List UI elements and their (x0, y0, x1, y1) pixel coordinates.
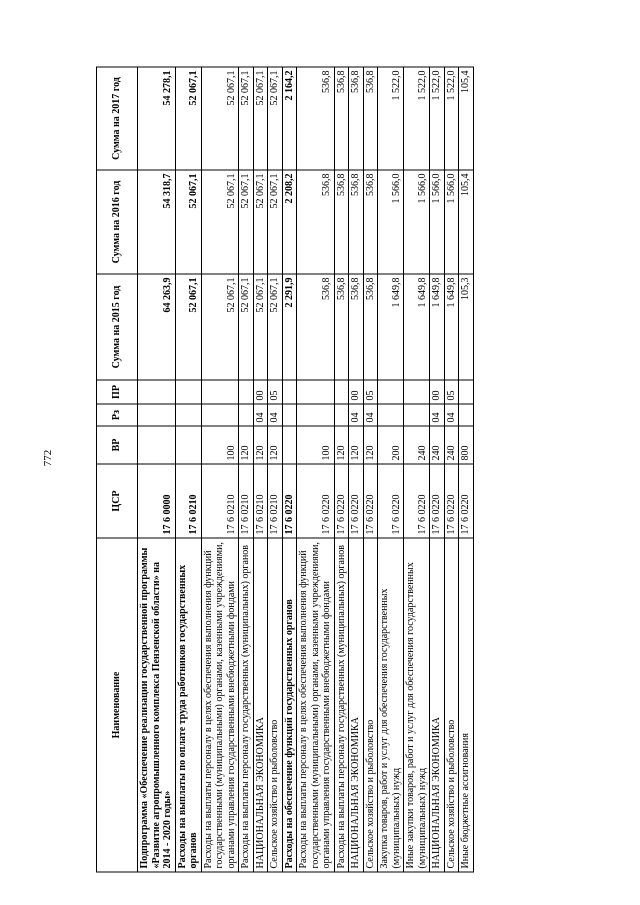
vr-cell: 120 (363, 426, 378, 464)
amount-2016-cell: 536,8 (363, 170, 378, 274)
amount-2017-cell: 54 278,1 (138, 67, 176, 170)
name-cell: Подпрограмма «Обеспечение реализации государственной программы «Развитие агропромышленного комплекса Пензенской области» на 2014 - 2020 годы» (138, 538, 176, 872)
column-header: Сумма на 2017 год (97, 67, 138, 170)
table-row (175, 67, 201, 872)
amount-2015-cell: 536,8 (297, 274, 335, 380)
pr-cell (378, 380, 404, 404)
rz-cell (297, 404, 335, 426)
table-body (138, 67, 474, 872)
pr-cell: 00 (430, 380, 445, 404)
vr-cell: 240 (444, 426, 459, 464)
amount-2015-cell: 52 067,1 (268, 274, 283, 380)
amount-2015-cell: 536,8 (363, 274, 378, 380)
amount-2015-cell: 536,8 (334, 274, 349, 380)
amount-2015-cell: 52 067,1 (201, 274, 239, 380)
table-row (378, 67, 404, 872)
amount-2016-cell: 52 067,1 (239, 170, 254, 274)
csr-cell: 17 6 0220 (430, 464, 445, 538)
amount-2017-cell: 2 164,2 (282, 67, 297, 170)
rz-cell (282, 404, 297, 426)
amount-2017-cell: 536,8 (363, 67, 378, 170)
name-cell: Расходы на обеспечение функций государственных органов (282, 538, 297, 872)
rotated-page-content (96, 68, 576, 873)
amount-2015-cell: 52 067,1 (175, 274, 201, 380)
column-header: ВР (97, 426, 138, 464)
csr-cell: 17 6 0210 (253, 464, 268, 538)
budget-table (96, 67, 474, 873)
pr-cell (239, 380, 254, 404)
amount-2017-cell: 105,4 (459, 67, 474, 170)
rz-cell (138, 404, 176, 426)
amount-2016-cell: 52 067,1 (268, 170, 283, 274)
rz-cell: 04 (444, 404, 459, 426)
amount-2016-cell: 1 566,0 (430, 170, 445, 274)
amount-2017-cell: 1 522,0 (378, 67, 404, 170)
amount-2015-cell: 52 067,1 (253, 274, 268, 380)
csr-cell: 17 6 0220 (459, 464, 474, 538)
rz-cell (404, 404, 430, 426)
name-cell: Расходы на выплаты персоналу государственных (муниципальных) органов (239, 538, 254, 872)
pr-cell: 05 (363, 380, 378, 404)
table-row (138, 67, 176, 872)
csr-cell: 17 6 0000 (138, 464, 176, 538)
amount-2015-cell: 64 263,9 (138, 274, 176, 380)
amount-2016-cell: 105,4 (459, 170, 474, 274)
table-row (363, 67, 378, 872)
amount-2017-cell: 1 522,0 (404, 67, 430, 170)
vr-cell: 120 (253, 426, 268, 464)
amount-2017-cell: 52 067,1 (239, 67, 254, 170)
amount-2017-cell: 52 067,1 (201, 67, 239, 170)
name-cell: Иные бюджетные ассигнования (459, 538, 474, 872)
pr-cell (175, 380, 201, 404)
amount-2015-cell: 105,3 (459, 274, 474, 380)
amount-2017-cell: 1 522,0 (430, 67, 445, 170)
amount-2016-cell: 1 566,0 (378, 170, 404, 274)
page-number: 772 (42, 449, 54, 467)
csr-cell: 17 6 0220 (363, 464, 378, 538)
amount-2017-cell: 52 067,1 (253, 67, 268, 170)
rz-cell (378, 404, 404, 426)
table-row (334, 67, 349, 872)
vr-cell: 120 (334, 426, 349, 464)
rz-cell: 04 (253, 404, 268, 426)
rz-cell: 04 (430, 404, 445, 426)
csr-cell: 17 6 0210 (239, 464, 254, 538)
amount-2017-cell: 536,8 (334, 67, 349, 170)
name-cell: Расходы на выплаты персоналу в целях обеспечения выполнения функций государственными (муниципальными) органами, казенными учреждениями, органами управления государственными внебюджетными фондами (201, 538, 239, 872)
vr-cell (282, 426, 297, 464)
rz-cell (201, 404, 239, 426)
column-header: Сумма на 2015 год (97, 274, 138, 380)
amount-2016-cell: 536,8 (297, 170, 335, 274)
column-header: ПР (97, 380, 138, 404)
amount-2016-cell: 2 208,2 (282, 170, 297, 274)
amount-2016-cell: 536,8 (334, 170, 349, 274)
rz-cell (175, 404, 201, 426)
amount-2016-cell: 1 566,0 (444, 170, 459, 274)
pr-cell: 00 (349, 380, 364, 404)
amount-2017-cell: 52 067,1 (268, 67, 283, 170)
csr-cell: 17 6 0220 (444, 464, 459, 538)
table-row (430, 67, 445, 872)
table-row (459, 67, 474, 872)
table-row (253, 67, 268, 872)
vr-cell: 240 (430, 426, 445, 464)
table-header-row (97, 67, 138, 872)
amount-2016-cell: 52 067,1 (253, 170, 268, 274)
table-row (239, 67, 254, 872)
pr-cell (201, 380, 239, 404)
column-header: Наименование (97, 538, 138, 872)
amount-2016-cell: 54 318,7 (138, 170, 176, 274)
amount-2015-cell: 1 649,8 (378, 274, 404, 380)
rz-cell (239, 404, 254, 426)
amount-2015-cell: 1 649,8 (430, 274, 445, 380)
pr-cell: 05 (444, 380, 459, 404)
pr-cell (334, 380, 349, 404)
column-header: Рз (97, 404, 138, 426)
table-row (349, 67, 364, 872)
name-cell: Иные закупки товаров, работ и услуг для обеспечения государственных (муниципальных) нужд (404, 538, 430, 872)
table-row (444, 67, 459, 872)
table-row (268, 67, 283, 872)
amount-2015-cell: 52 067,1 (239, 274, 254, 380)
name-cell: Расходы на выплаты по оплате труда работников государственных органов (175, 538, 201, 872)
name-cell: Расходы на выплаты персоналу государственных (муниципальных) органов (334, 538, 349, 872)
amount-2015-cell: 1 649,8 (444, 274, 459, 380)
name-cell: Закупка товаров, работ и услуг для обеспечения государственных (муниципальных) нужд (378, 538, 404, 872)
name-cell: Сельское хозяйство и рыболовство (363, 538, 378, 872)
name-cell: Сельское хозяйство и рыболовство (268, 538, 283, 872)
amount-2015-cell: 1 649,8 (404, 274, 430, 380)
pr-cell (459, 380, 474, 404)
csr-cell: 17 6 0220 (404, 464, 430, 538)
vr-cell (138, 426, 176, 464)
vr-cell: 800 (459, 426, 474, 464)
amount-2017-cell: 52 067,1 (175, 67, 201, 170)
pr-cell (282, 380, 297, 404)
rz-cell: 04 (268, 404, 283, 426)
amount-2015-cell: 536,8 (349, 274, 364, 380)
name-cell: НАЦИОНАЛЬНАЯ ЭКОНОМИКА (253, 538, 268, 872)
amount-2017-cell: 536,8 (297, 67, 335, 170)
pr-cell: 05 (268, 380, 283, 404)
rz-cell: 04 (349, 404, 364, 426)
amount-2015-cell: 2 291,9 (282, 274, 297, 380)
amount-2016-cell: 52 067,1 (175, 170, 201, 274)
name-cell: Сельское хозяйство и рыболовство (444, 538, 459, 872)
name-cell: Расходы на выплаты персоналу в целях обеспечения выполнения функций государственными (муниципальными) органами, казенными учреждениями, органами управления государственными внебюджетными фондами (297, 538, 335, 872)
csr-cell: 17 6 0220 (282, 464, 297, 538)
csr-cell: 17 6 0220 (378, 464, 404, 538)
pr-cell (138, 380, 176, 404)
rz-cell (459, 404, 474, 426)
vr-cell: 100 (201, 426, 239, 464)
amount-2017-cell: 1 522,0 (444, 67, 459, 170)
vr-cell: 120 (268, 426, 283, 464)
pr-cell (297, 380, 335, 404)
name-cell: НАЦИОНАЛЬНАЯ ЭКОНОМИКА (430, 538, 445, 872)
pr-cell: 00 (253, 380, 268, 404)
amount-2016-cell: 1 566,0 (404, 170, 430, 274)
vr-cell (175, 426, 201, 464)
table-row (404, 67, 430, 872)
column-header: Сумма на 2016 год (97, 170, 138, 274)
vr-cell: 240 (404, 426, 430, 464)
name-cell: НАЦИОНАЛЬНАЯ ЭКОНОМИКА (349, 538, 364, 872)
table-row (297, 67, 335, 872)
column-header: ЦСР (97, 464, 138, 538)
csr-cell: 17 6 0210 (268, 464, 283, 538)
rz-cell (334, 404, 349, 426)
csr-cell: 17 6 0210 (201, 464, 239, 538)
table-row (201, 67, 239, 872)
csr-cell: 17 6 0210 (175, 464, 201, 538)
amount-2016-cell: 52 067,1 (201, 170, 239, 274)
table-row (282, 67, 297, 872)
vr-cell: 200 (378, 426, 404, 464)
csr-cell: 17 6 0220 (349, 464, 364, 538)
vr-cell: 120 (239, 426, 254, 464)
amount-2017-cell: 536,8 (349, 67, 364, 170)
csr-cell: 17 6 0220 (334, 464, 349, 538)
pr-cell (404, 380, 430, 404)
csr-cell: 17 6 0220 (297, 464, 335, 538)
rz-cell: 04 (363, 404, 378, 426)
vr-cell: 100 (297, 426, 335, 464)
vr-cell: 120 (349, 426, 364, 464)
amount-2016-cell: 536,8 (349, 170, 364, 274)
